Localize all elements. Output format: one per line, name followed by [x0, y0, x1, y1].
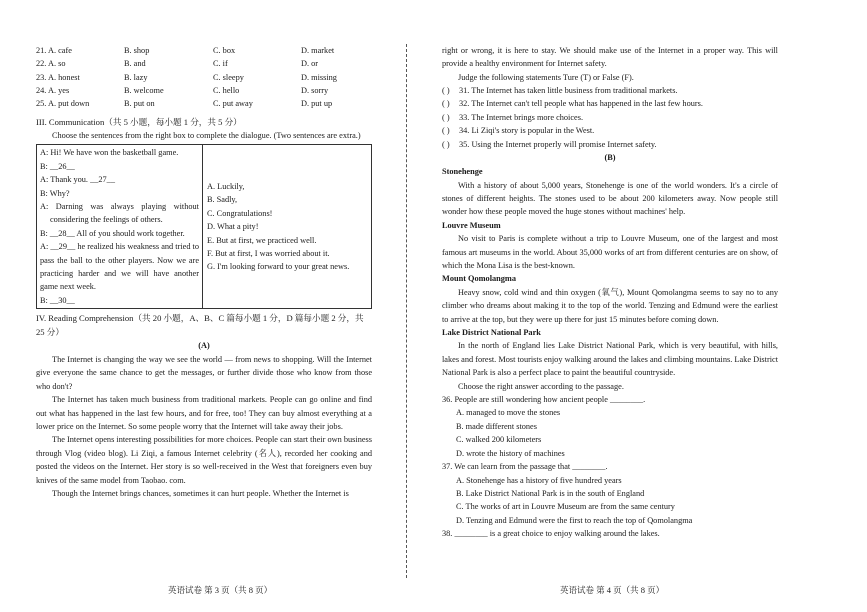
choice-item: A. Luckily,	[207, 181, 245, 191]
option-item: B. put on	[124, 99, 155, 109]
dialogue-line: A: Thank you. __27__	[40, 175, 115, 185]
section-4-title: IV. Reading Comprehension（共 20 小题，A、B、C 篇每小题 1 分，D 篇每小题 2 分，共 25 分）	[36, 313, 364, 337]
tf-instruction: Judge the following statements Ture (T) or False (F).	[458, 72, 634, 82]
question-list	[442, 393, 778, 540]
tf-item	[442, 111, 778, 124]
option-row	[36, 44, 372, 57]
choice-item: B. Sadly,	[207, 195, 238, 205]
option-item: D. sorry	[301, 85, 329, 95]
question-stem: 37. We can learn from the passage that ________.	[442, 462, 608, 472]
dialogue-line: B: __30__	[40, 295, 75, 305]
option-item: 22. A. so	[36, 59, 66, 69]
tf-item	[442, 124, 778, 137]
dialogue-lines	[37, 145, 203, 308]
question-stem: 36. People are still wondering how ancient people ________.	[442, 395, 646, 405]
choose-instruction: Choose the right answer according to the passage.	[458, 381, 624, 391]
page-divider	[406, 44, 407, 578]
left-column	[36, 44, 372, 501]
answer-bracket: ( )	[442, 139, 450, 149]
tf-item	[442, 138, 778, 151]
choice-item: D. What a pity!	[207, 222, 259, 232]
passage-paragraph: The Internet has taken much business from traditional markets. People can go online and find out what has happened in the last few hours, and for free, too! They can buy almost everything at a lower price on the Internet. So some people worry that the Internet will take away their jobs.	[36, 395, 372, 432]
cloze-options	[36, 44, 372, 111]
option-item: D. put up	[301, 99, 333, 109]
answer-bracket: ( )	[442, 126, 450, 136]
dialogue-line: B: __26__	[40, 161, 75, 171]
passage-paragraph: Though the Internet brings chances, sometimes it can hurt people. Whether the Internet is	[52, 489, 349, 499]
place-name: Louvre Museum	[442, 220, 501, 230]
true-false-list	[442, 84, 778, 151]
option-row	[36, 57, 372, 70]
right-column	[442, 44, 778, 541]
tf-statement: 35. Using the Internet properly will promise Internet safety.	[459, 139, 657, 149]
passage-b-label: (B)	[604, 153, 616, 163]
option-row	[36, 71, 372, 84]
answer-bracket: ( )	[442, 85, 450, 95]
question-option: B. made different stones	[456, 421, 537, 431]
option-item: C. hello	[213, 85, 240, 95]
choice-item: F. But at first, I was worried about it.	[207, 248, 330, 258]
option-item: D. missing	[301, 72, 337, 82]
question-option: A. Stonehenge has a history of five hundred years	[456, 475, 622, 485]
place-name: Stonehenge	[442, 167, 483, 177]
sentence-choices	[203, 145, 371, 308]
question-option: A. managed to move the stones	[456, 408, 561, 418]
tf-statement: 34. Li Ziqi's story is popular in the West.	[459, 126, 595, 136]
place-description: No visit to Paris is complete without a trip to Louvre Museum, one of the largest and most famous art museums in the world. About 35,000 works of art from different centuries are on show, of which the Mona Lisa is the best-known.	[442, 234, 778, 271]
question-option: C. walked 200 kilometers	[456, 435, 542, 445]
choice-item: G. I'm looking forward to your great news.	[207, 262, 350, 272]
place-name: Lake District National Park	[442, 328, 541, 338]
tf-statement: 33. The Internet brings more choices.	[459, 112, 584, 122]
option-item: 21. A. cafe	[36, 45, 72, 55]
option-item: 23. A. honest	[36, 72, 80, 82]
option-item: C. put away	[213, 99, 253, 109]
answer-bracket: ( )	[442, 112, 450, 122]
question-option: C. The works of art in Louvre Museum are from the same century	[456, 502, 675, 512]
choice-item: E. But at first, we practiced well.	[207, 235, 317, 245]
page-footer-right: 英语试卷 第 4 页（共 8 页）	[560, 585, 665, 595]
option-item: B. welcome	[124, 85, 164, 95]
option-row	[36, 84, 372, 97]
place-description: Heavy snow, cold wind and thin oxygen (氧气), Mount Qomolangma seems to say no to any climber who dreams about making it to the top of the world. Tenzing and Edmund were the earliest to arrive at the top, but they were up there for just 15 minutes before coming down.	[442, 287, 778, 324]
option-item: B. shop	[124, 45, 150, 55]
place-description: In the north of England lies Lake District National Park, which is very beautiful, with hills, lakes and forest. Most tourists enjoy walking around the lakes and climbing mountains. Lake District National Park is also a perfect place to paint the beautiful countryside.	[442, 341, 778, 378]
option-item: C. box	[213, 45, 236, 55]
dialogue-line: A: Hi! We have won the basketball game.	[40, 148, 179, 158]
dialogue-line: B: __28__ All of you should work together.	[40, 228, 185, 238]
option-item: 24. A. yes	[36, 85, 70, 95]
tf-statement: 31. The Internet has taken little business from traditional markets.	[459, 85, 678, 95]
passage-a-continued: right or wrong, it is here to stay. We should make use of the Internet in a proper way. This will provide a healthy environment for Internet safety.	[442, 46, 778, 69]
dialogue-line: A: Darning was always playing without considering the feelings of others.	[40, 201, 199, 225]
dialogue-line: B: Why?	[40, 188, 70, 198]
passage-paragraph: The Internet opens interesting possibilities for more choices. People can start their own business through Vlog (video blog). Li Ziqi, a famous Internet celebrity (名人), recorded her cooking and posted the videos on the Internet. Her story is so well-received in the West that foreigners even buy knives of the same model from Taobao. com.	[36, 435, 372, 485]
answer-bracket: ( )	[442, 99, 450, 109]
section-3-title: III. Communication（共 5 小题，每小题 1 分，共 5 分）	[36, 116, 242, 127]
tf-item	[442, 98, 778, 111]
option-item: D. market	[301, 45, 335, 55]
tf-statement: 32. The Internet can't tell people what has happened in the last few hours.	[459, 99, 703, 109]
passage-a	[36, 353, 372, 500]
passage-b	[442, 165, 778, 380]
dialogue-line: A: __29__ he realized his weakness and tried to pass the ball to the other players. Now we are practicing harder and we will have another game next week.	[40, 242, 199, 292]
option-item: 25. A. put down	[36, 99, 90, 109]
dialogue-box	[36, 144, 372, 309]
question-option: D. Tenzing and Edmund were the first to reach the top of Qomolangma	[456, 515, 693, 525]
tf-item	[442, 84, 778, 97]
page-footer-left: 英语试卷 第 3 页（共 8 页）	[168, 585, 273, 595]
question-stem: 38. ________ is a great choice to enjoy walking around the lakes.	[442, 529, 660, 539]
option-item: C. sleepy	[213, 72, 244, 82]
passage-a-label: (A)	[198, 341, 210, 351]
choice-item: C. Congratulations!	[207, 208, 273, 218]
option-item: C. if	[213, 59, 228, 69]
option-item: B. and	[124, 59, 146, 69]
question-option: D. wrote the history of machines	[456, 448, 565, 458]
section-3-instruction: Choose the sentences from the right box to complete the dialogue. (Two sentences are extra.)	[52, 130, 361, 140]
option-item: B. lazy	[124, 72, 148, 82]
question-option: B. Lake District National Park is in the south of England	[456, 488, 645, 498]
passage-paragraph: The Internet is changing the way we see the world — from news to shopping. Will the Internet give everyone the same chance to get the messages, or further divide those who know from those who don't?	[36, 355, 372, 391]
option-item: D. or	[301, 59, 319, 69]
place-description: With a history of about 5,000 years, Stonehenge is one of the world wonders. It's a circle of stones of different heights. The stones used to be about 200 kilometers away. Now people still wonder how these people moved the huge stones without machines' help.	[442, 180, 778, 217]
place-name: Mount Qomolangma	[442, 274, 516, 284]
option-row	[36, 98, 372, 111]
